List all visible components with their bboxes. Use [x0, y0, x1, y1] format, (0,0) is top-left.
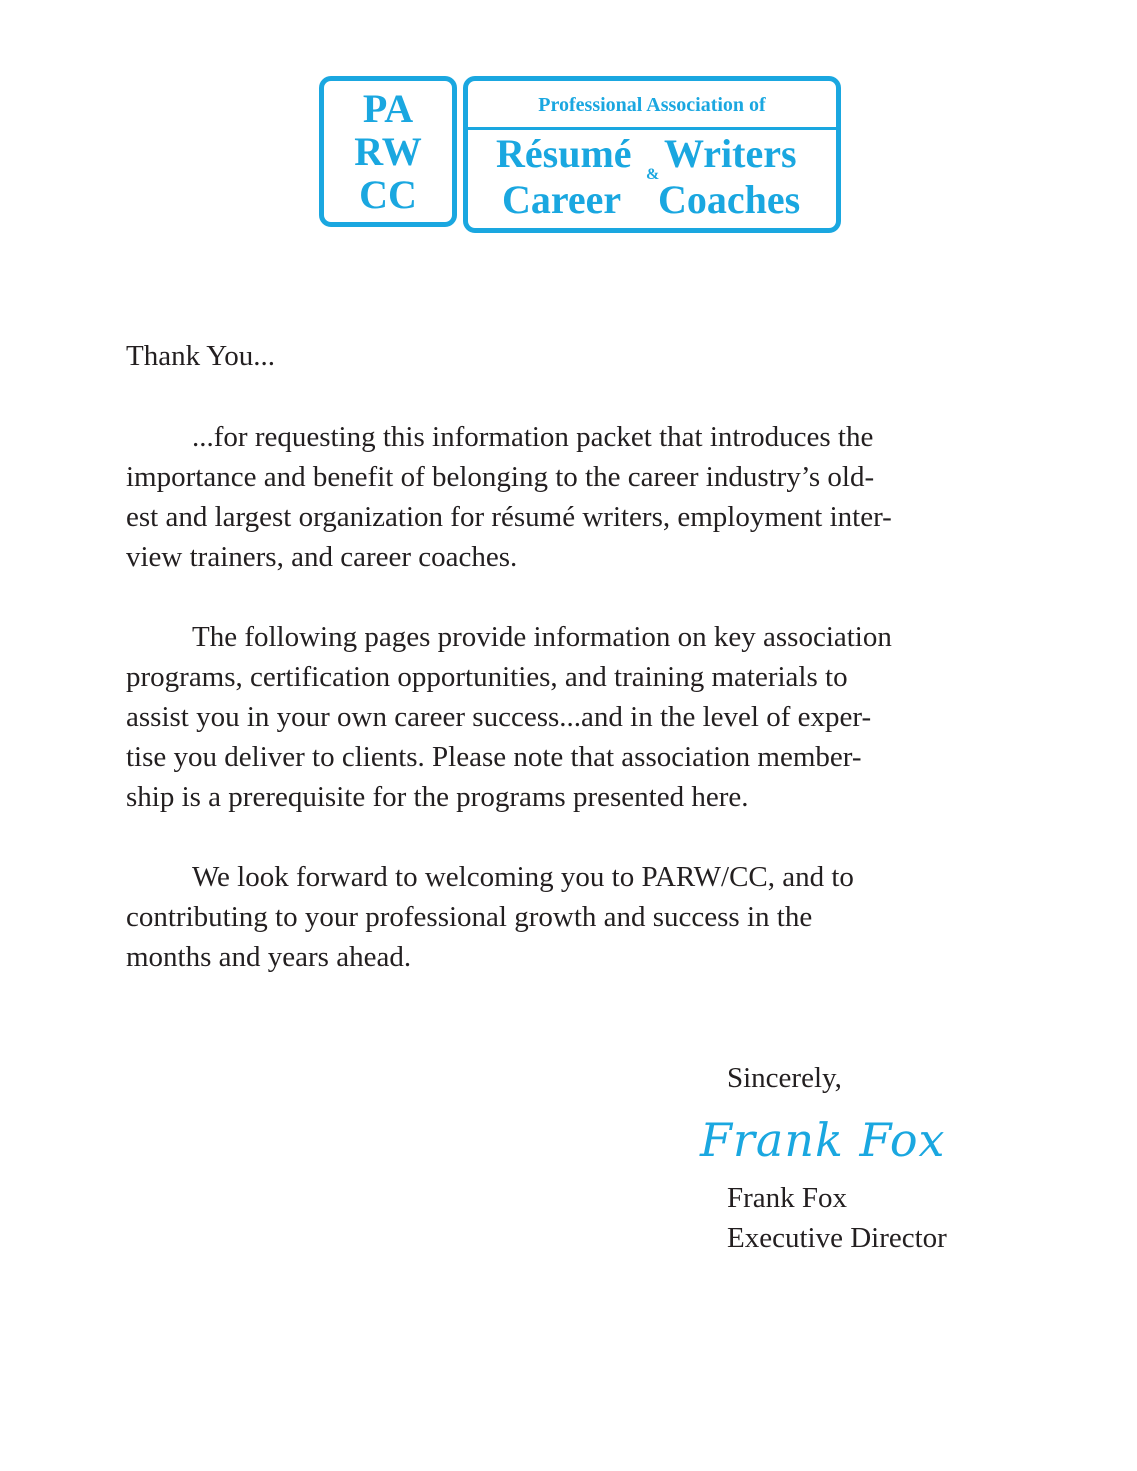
letter-paragraph-2: [126, 617, 1026, 817]
paragraph-line: est and largest organization for résumé writers, employment inter-: [126, 501, 892, 533]
letter-closing: Sincerely,: [727, 1062, 842, 1094]
paragraph-line: We look forward to welcoming you to PARW/CC, and to: [192, 861, 854, 893]
letter-paragraph-1: [126, 417, 1026, 577]
logo-ampersand: &: [646, 166, 660, 183]
signer-title: Executive Director: [727, 1222, 947, 1254]
letter-paragraph-3: [126, 857, 1026, 977]
logo-acronym-line: PA: [362, 86, 414, 131]
paragraph-line: contributing to your professional growth and success in the: [126, 901, 813, 933]
logo-word-writers: Writers: [664, 131, 797, 176]
logo-tagline: Professional Association of: [538, 94, 766, 116]
logo-word-coaches: Coaches: [658, 177, 801, 222]
paragraph-line: assist you in your own career success...and in the level of exper-: [126, 701, 872, 733]
paragraph-line: tise you deliver to clients. Please note that association member-: [126, 741, 862, 773]
paragraph-line: view trainers, and career coaches.: [126, 541, 518, 573]
paragraph-line: ...for requesting this information packet that introduces the: [192, 421, 874, 453]
handwritten-signature: Frank Fox: [700, 1113, 946, 1167]
paragraph-line: months and years ahead.: [126, 941, 412, 973]
logo-acronym-line: RW: [354, 129, 422, 174]
logo-word-resume: Résumé: [496, 131, 632, 176]
logo-divider: [468, 127, 836, 130]
paragraph-line: The following pages provide information on key association: [192, 621, 892, 653]
signer-name: Frank Fox: [727, 1182, 848, 1214]
logo-name-box: [463, 76, 841, 233]
logo-word-career: Career: [502, 177, 622, 222]
paragraph-line: ship is a prerequisite for the programs presented here.: [126, 781, 749, 813]
logo-acronym-line: CC: [359, 172, 417, 217]
association-logo: [319, 76, 841, 233]
paragraph-line: programs, certification opportunities, and training materials to: [126, 661, 848, 693]
paragraph-line: importance and benefit of belonging to the career industry’s old-: [126, 461, 875, 493]
letter-greeting: Thank You...: [126, 340, 276, 372]
logo-acronym-box: [319, 76, 457, 227]
